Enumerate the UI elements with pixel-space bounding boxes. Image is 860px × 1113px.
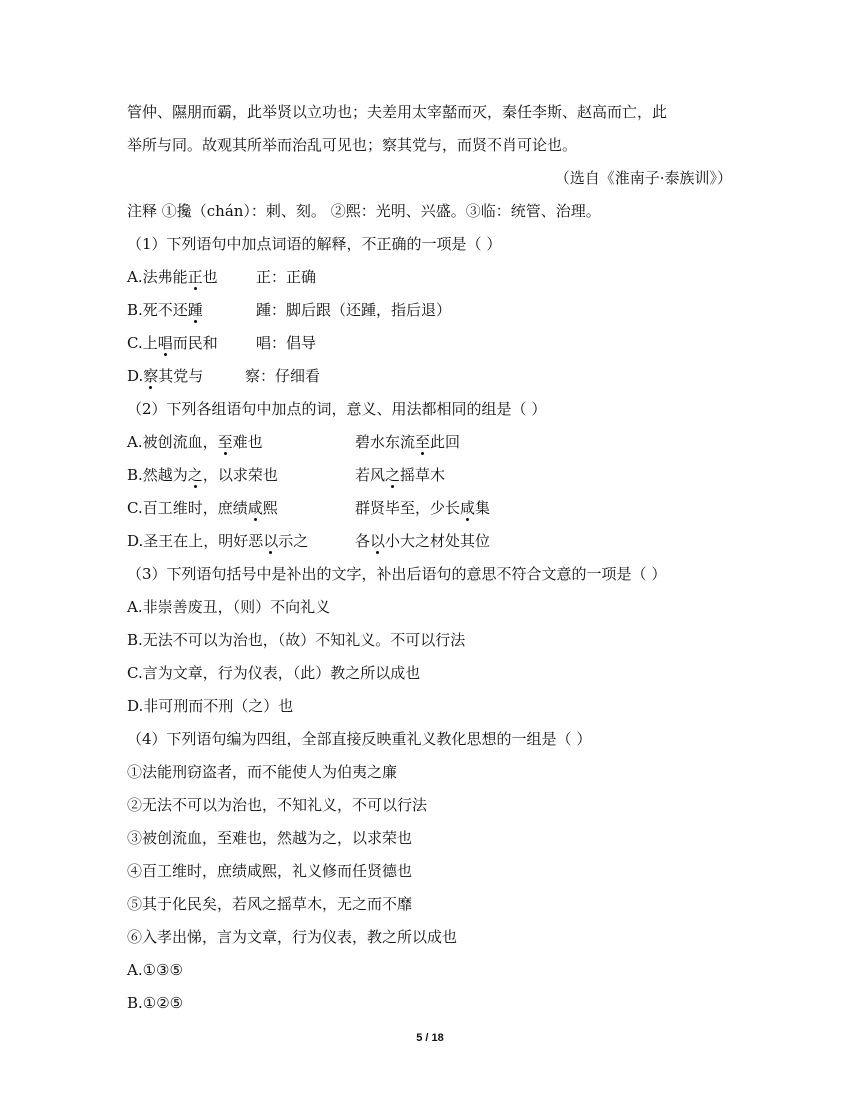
q1-d-explanation: 察：仔细看 bbox=[245, 367, 321, 385]
q2-d-right-pre: 各 bbox=[355, 532, 371, 550]
q3-option-d: D.非可刑而不刑（之）也 bbox=[127, 697, 294, 715]
q2-c-left-dot: 咸 bbox=[247, 499, 263, 517]
q2-d-right-dot: 以 bbox=[370, 532, 386, 550]
q2-stem: （2）下列各组语句中加点的词，意义、用法都相同的组是（ ） bbox=[127, 400, 547, 418]
q4-option-b: B.①②⑤ bbox=[127, 994, 184, 1012]
q2-option-a bbox=[127, 431, 727, 453]
q4-item: ①法能刑窃盗者，而不能使人为伯夷之廉 bbox=[127, 763, 398, 781]
source-citation: （选自《淮南子·泰族训》） bbox=[554, 169, 732, 187]
q2-a-right-pre: 碧水东流 bbox=[355, 433, 416, 451]
q2-d-left-dot: 以 bbox=[263, 532, 279, 550]
q3-option-c: C.言为文章，行为仪表，（此）教之所以成也 bbox=[127, 664, 421, 682]
q2-option-d bbox=[127, 530, 727, 552]
q2-d-right bbox=[355, 530, 490, 552]
q1-option-c bbox=[127, 332, 317, 354]
q4-item: ③被创流血，至难也，然越为之，以求荣也 bbox=[127, 829, 413, 847]
q2-d-left-post: 示之 bbox=[278, 532, 309, 550]
q2-b-right-dot: 之 bbox=[385, 466, 401, 484]
q2-a-left-pre: A.被创流血， bbox=[127, 433, 218, 451]
annotation-notes: 注释 ①攙（chán）：刺、刻。 ②熙：光明、兴盛。③临：统管、治理。 bbox=[127, 202, 601, 220]
q2-c-left-pre: C.百工维时，庶绩 bbox=[127, 499, 248, 517]
q1-a-explanation: 正：正确 bbox=[256, 268, 317, 286]
q2-a-right bbox=[355, 431, 460, 453]
q1-c-explanation: 唱：倡导 bbox=[256, 334, 317, 352]
q1-b-dotted-word: 踵 bbox=[187, 301, 203, 319]
q4-stem: （4）下列语句编为四组，全部直接反映重礼义教化思想的一组是（ ） bbox=[127, 730, 592, 748]
q1-a-prefix: A.法弗能 bbox=[127, 268, 188, 286]
q4-item: ②无法不可以为治也，不知礼义，不可以行法 bbox=[127, 796, 428, 814]
q1-option-b bbox=[127, 299, 452, 321]
q2-option-b bbox=[127, 464, 727, 486]
q1-stem: （1）下列语句中加点词语的解释，不正确的一项是（ ） bbox=[127, 235, 502, 253]
q2-c-right bbox=[355, 497, 490, 519]
page-number: 5 / 18 bbox=[416, 1032, 444, 1044]
q2-c-left-post: 熙 bbox=[262, 499, 278, 517]
q4-item: ④百工维时，庶绩咸熙，礼义修而任贤德也 bbox=[127, 862, 413, 880]
q1-a-dotted-word: 正 bbox=[187, 268, 203, 286]
q2-a-right-post: 此回 bbox=[430, 433, 461, 451]
q1-d-dotted-word: 察 bbox=[143, 367, 159, 385]
q2-b-left-post: ，以求荣也 bbox=[202, 466, 278, 484]
q1-c-prefix: C.上 bbox=[127, 334, 158, 352]
q2-a-left-post: 难也 bbox=[232, 433, 263, 451]
q1-b-explanation: 踵：脚后跟（还踵，指后退） bbox=[256, 301, 452, 319]
q3-option-b: B.无法不可以为治也，（故）不知礼义。不可以行法 bbox=[127, 631, 466, 649]
q4-item: ⑥入孝出悌，言为文章，行为仪表，教之所以成也 bbox=[127, 928, 458, 946]
passage-line-1: 管仲、隰朋而霸，此举贤以立功也；夫差用太宰嚭而灭，秦任李斯、赵高而亡，此 bbox=[127, 103, 668, 121]
passage-line-2: 举所与同。故观其所举而治乱可见也；察其党与，而贤不肖可论也。 bbox=[127, 136, 578, 154]
q2-a-right-dot: 至 bbox=[415, 433, 431, 451]
q3-option-a: A.非崇善废丑，（则）不向礼义 bbox=[127, 598, 331, 616]
q2-b-right-pre: 若风 bbox=[355, 466, 386, 484]
q1-c-dotted-word: 唱 bbox=[157, 334, 173, 352]
q3-stem: （3）下列语句括号中是补出的文字，补出后语句的意思不符合文意的一项是（ ） bbox=[127, 565, 667, 583]
q2-d-right-post: 小大之材处其位 bbox=[385, 532, 491, 550]
q1-option-a bbox=[127, 266, 317, 288]
q1-c-suffix: 而民和 bbox=[172, 334, 218, 352]
q1-d-suffix: 其党与 bbox=[158, 367, 204, 385]
q2-c-right-dot: 咸 bbox=[460, 499, 476, 517]
q2-b-right-post: 摇草木 bbox=[400, 466, 446, 484]
q2-b-left-pre: B.然越为 bbox=[127, 466, 188, 484]
q2-b-left-dot: 之 bbox=[187, 466, 203, 484]
q1-b-prefix: B.死不还 bbox=[127, 301, 188, 319]
q2-a-left-dot: 至 bbox=[217, 433, 233, 451]
q2-d-left-pre: D.圣王在上，明好恶 bbox=[127, 532, 264, 550]
q4-item: ⑤其于化民矣，若风之摇草木，无之而不靡 bbox=[127, 895, 413, 913]
q2-c-right-pre: 群贤毕至，少长 bbox=[355, 499, 461, 517]
q2-c-right-post: 集 bbox=[475, 499, 491, 517]
q4-option-a: A.①③⑤ bbox=[127, 961, 183, 979]
q1-option-d bbox=[127, 365, 321, 387]
q1-d-prefix: D. bbox=[127, 367, 144, 385]
q2-b-right bbox=[355, 464, 445, 486]
q1-a-suffix: 也 bbox=[202, 268, 218, 286]
q2-option-c bbox=[127, 497, 727, 519]
